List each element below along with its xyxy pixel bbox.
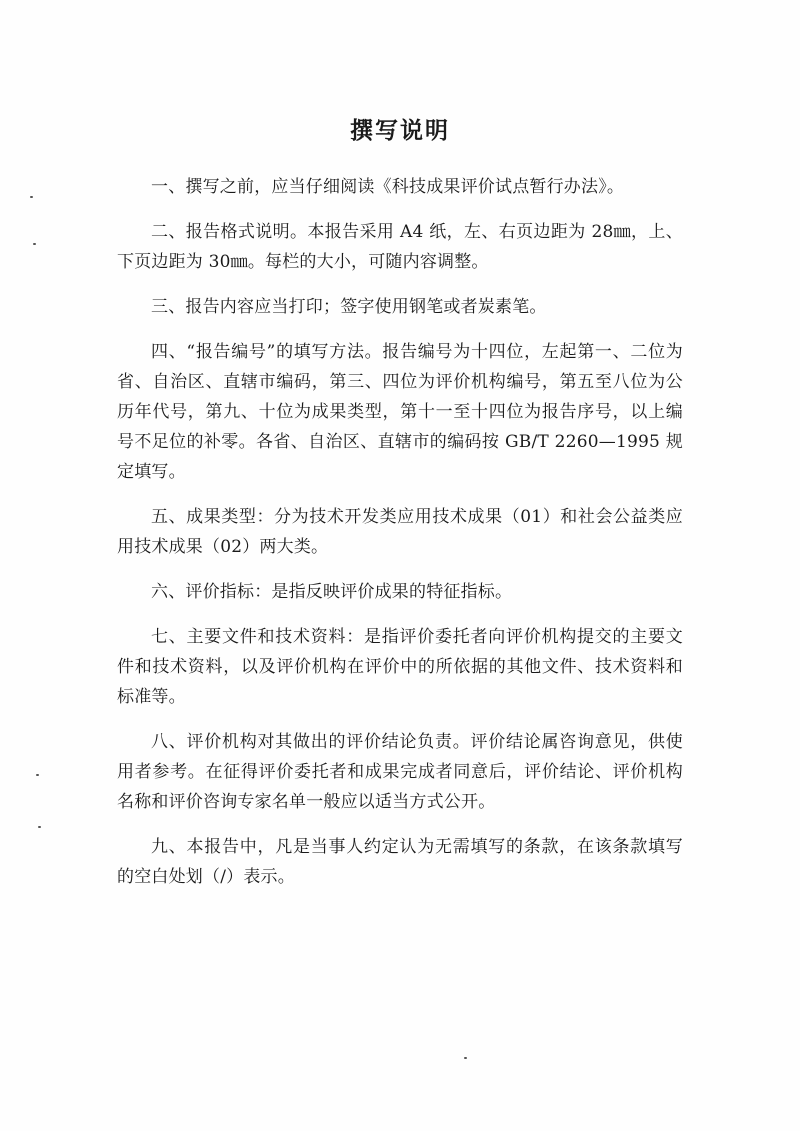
scan-speck (33, 243, 36, 245)
instruction-paragraph-5: 五、成果类型：分为技术开发类应用技术成果（01）和社会公益类应用技术成果（02）两大类。 (117, 507, 683, 557)
page-title: 撰写说明 (350, 118, 450, 144)
instructions-body (117, 172, 683, 907)
scan-speck (36, 774, 39, 776)
instruction-paragraph-7: 七、主要文件和技术资料：是指评价委托者向评价机构提交的主要文件和技术资料，以及评价机构在评价中的所依据的其他文件、技术资料和标准等。 (117, 627, 683, 707)
instruction-paragraph-2: 二、报告格式说明。本报告采用 A4 纸，左、右页边距为 28㎜，上、下页边距为 30㎜。每栏的大小，可随内容调整。 (117, 222, 683, 272)
instruction-paragraph-3: 三、报告内容应当打印；签字使用钢笔或者炭素笔。 (151, 297, 547, 317)
instruction-paragraph-1: 一、撰写之前，应当仔细阅读《科技成果评价试点暂行办法》。 (151, 177, 625, 197)
scan-speck (464, 1057, 467, 1059)
instruction-paragraph-6: 六、评价指标：是指反映评价成果的特征指标。 (151, 582, 513, 602)
instruction-paragraph-8: 八、评价机构对其做出的评价结论负责。评价结论属咨询意见，供使用者参考。在征得评价委托者和成果完成者同意后，评价结论、评价机构名称和评价咨询专家名单一般应以适当方式公开。 (117, 732, 683, 812)
instruction-paragraph-9: 九、本报告中，凡是当事人约定认为无需填写的条款，在该条款填写的空白处划（/）表示。 (117, 837, 683, 887)
scan-speck (30, 196, 33, 198)
scan-speck (38, 826, 41, 828)
instruction-paragraph-4: 四、“报告编号”的填写方法。报告编号为十四位，左起第一、二位为省、自治区、直辖市编码，第三、四位为评价机构编号，第五至八位为公历年代号，第九、十位为成果类型，第十一至十四位为报告序号，以上编号不足位的补零。各省、自治区、直辖市的编码按 GB/T 2260—1995 规定填写。 (117, 342, 683, 482)
